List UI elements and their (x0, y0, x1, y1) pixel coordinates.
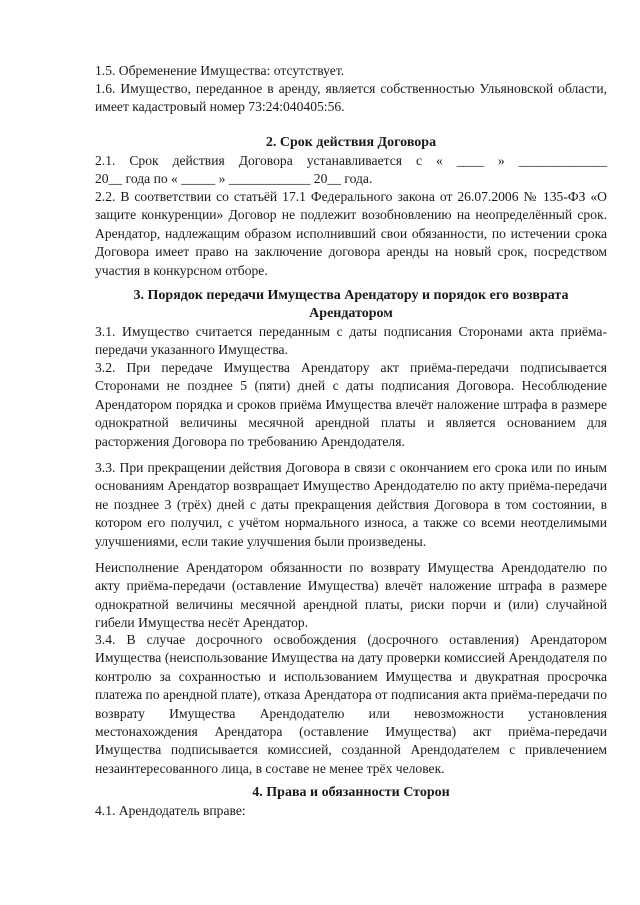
clause-1-5: 1.5. Обременение Имущества: отсутствует. (95, 63, 345, 78)
section-2-heading: 2. Срок действия Договора (265, 135, 437, 150)
clause-3-3-continued: Неисполнение Арендатором обязанности по возврату Имущества Арендодателю по акту приёма-передачи (оставление Имущества) влечёт наложение штрафа в размере однократной величины месячной арендной платы, риски порчи и (или) случайной гибели Имущества несёт Арендатор. (95, 560, 607, 631)
section-3-heading: 3. Порядок передачи Имущества Арендатору и порядок его возврата Арендатором (133, 288, 569, 322)
section-4-heading: 4. Права и обязанности Сторон (252, 785, 450, 800)
clause-3-1: 3.1. Имущество считается переданным с даты подписания Сторонами акта приёма-передачи указанного Имущества. (95, 324, 607, 358)
clause-2-2: 2.2. В соответствии со статьёй 17.1 Федерального закона от 26.07.2006 № 135-ФЗ «О защите конкуренции» Договор не подлежит возобновлению на неопределённый срок. Арендатор, надлежащим образом исполнивший свои обязанности, по истечении срока Договора имеет право на заключение договора аренды на новый срок, посредством участия в конкурсном отборе. (95, 189, 607, 278)
clause-4-1: 4.1. Арендодатель вправе: (95, 803, 246, 818)
clause-3-4: 3.4. В случае досрочного освобождения (досрочного оставления) Арендатором Имущества (неиспользование Имущества на дату проверки комиссией Арендодателя по контролю за сохранностью и использованием Имущества и двукратная просрочка платежа по арендной плате), отказа Арендатора от подписания акта приёма-передачи по возврату Имущества Арендодателю или невозможности установления местонахождения Арендатора (оставление Имущества) акт приёма-передачи Имущества подписывается комиссией, созданной Арендодателем с привлечением незаинтересованного лица, в составе не менее трёх человек. (95, 632, 607, 776)
clause-3-3: 3.3. При прекращении действия Договора в связи с окончанием его срока или по иным основаниям Арендатор возвращает Имущество Арендодателю по акту приёма-передачи не позднее 3 (трёх) дней с даты прекращения действия Договора в том состоянии, в котором его получил, с учётом нормального износа, а также со всеми неотделимыми улучшениями, если такие улучшения были произведены. (95, 460, 607, 549)
clause-2-1-line2: 20__ года по « _____ » ____________ 20__ года. (95, 171, 373, 186)
clause-3-2: 3.2. При передаче Имущества Арендатору акт приёма-передачи подписывается Сторонами не позднее 5 (пяти) дней с даты подписания Договора. Несоблюдение Арендатором порядка и сроков приёма Имущества влечёт наложение штрафа в размере однократной величины месячной арендной платы и является основанием для расторжения Договора по требованию Арендодателя. (95, 360, 607, 449)
clause-2-1-line1: 2.1. Срок действия Договора устанавливается с « ____ » _____________ (95, 153, 607, 168)
clause-1-6: 1.6. Имущество, переданное в аренду, является собственностью Ульяновской области, имеет кадастровый номер 73:24:040405:56. (95, 81, 607, 115)
